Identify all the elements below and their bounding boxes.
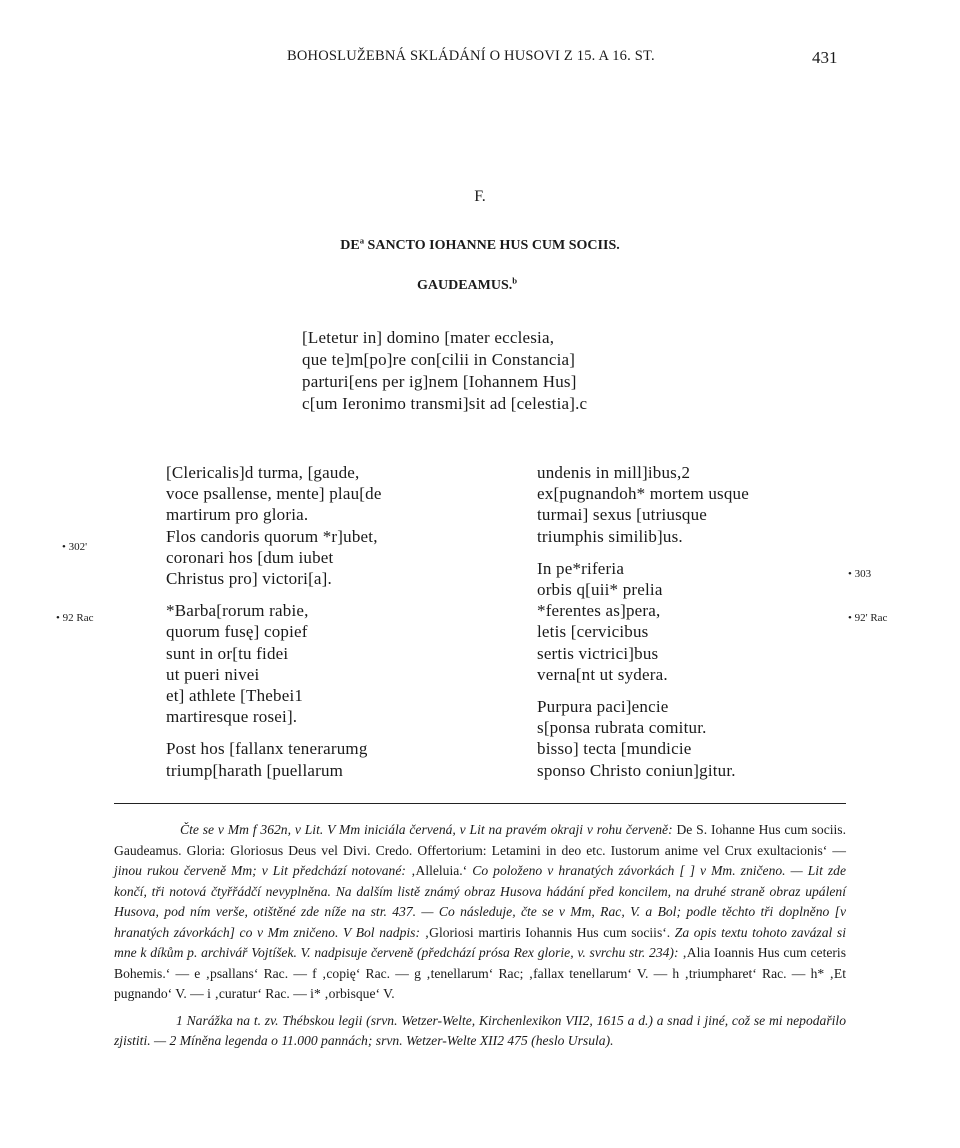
hymn-subtitle (417, 275, 518, 294)
hymn-title (0, 235, 960, 254)
verse-line: *Barba[rorum rabie, (166, 601, 309, 621)
verse-line: ex[pugnandoh* mortem usque (537, 484, 749, 504)
verse-line: bisso] tecta [mundicie (537, 739, 692, 759)
margin-note-right: • 92' Rac (848, 612, 888, 624)
footnote-text: Čte se v Mm f 362n, v Lit. (180, 822, 324, 837)
margin-note-left: • 92 Rac (56, 612, 94, 624)
verse-line: et] athlete [Thebei1 (166, 686, 304, 706)
footnotes (114, 820, 846, 1052)
stanza (537, 558, 867, 685)
footnote-block (114, 1011, 846, 1052)
verse-line: verna[nt ut sydera. (537, 664, 668, 684)
stanza (166, 600, 496, 727)
intro-verse (302, 327, 587, 415)
footnote-text: jinou rukou červeně Mm; v Lit předchází notované: (114, 863, 406, 878)
stanza (166, 738, 496, 780)
verse-line: triumphis similib]us. (537, 526, 683, 546)
right-verse-column (537, 462, 867, 792)
verse-line: voce psallense, mente] plau[de (166, 484, 382, 504)
verse-line: sunt in or[tu fidei (166, 643, 289, 663)
footnote-text: De S. Iohanne Hus cum sociis. Gaudeamus. Gloria: Gloriosus Deus vel Divi. Credo. Offertorium: Letamini in deo etc. Iustorum anime vel Crux exultacionis‘ — (114, 822, 846, 858)
verse-line: [Letetur in] domino [mater ecclesia, (302, 328, 555, 347)
stanza (166, 462, 496, 589)
footnote-divider (114, 803, 846, 804)
footnote-block (114, 820, 846, 1005)
verse-line: letis [cervicibus (537, 622, 649, 642)
verse-line: sertis victrici]bus (537, 643, 659, 663)
running-header: BOHOSLUŽEBNÁ SKLÁDÁNÍ O HUSOVI Z 15. A 16. ST. (287, 48, 655, 64)
subtitle-footnote-mark: b (512, 275, 518, 286)
footnote-text: 1 Narážka na t. zv. Thébskou legii (srvn. Wetzer-Welte, Kirchenlexikon VII2, 1615 a d.) a snad i jiné, což se mi nepodařilo zjistiti. — 2 Míněna legenda o 11.000 pannách; srvn. Wetzer-Welte XII2 475 (heslo Ursula). (114, 1012, 846, 1048)
verse-line: c[um Ieronimo transmi]sit ad [celestia].c (302, 394, 588, 413)
verse-line: In pe*riferia (537, 558, 625, 578)
footnote-text: ‚Alleluia.‘ (410, 863, 468, 878)
footnote-text: V Mm iniciála červená, v Lit na pravém okraji v rohu červeně: (323, 822, 673, 837)
verse-line: orbis q[uii* prelia (537, 580, 663, 600)
verse-line: ut pueri nivei (166, 664, 260, 684)
title-prefix: DE (340, 238, 360, 253)
left-verse-column (166, 462, 496, 792)
verse-line: coronari hos [dum iubet (166, 547, 334, 567)
footnote-text: Za opis textu tohoto zavázal si mne k díkům p. archivář Vojtíšek. V. nadpisuje červeně (předchází prósa Rex glorie, v. svrchu str. 234): (114, 924, 846, 960)
page-number: 431 (812, 48, 838, 67)
footnote-text: e ‚psallans‘ Rac. — f ‚copię‘ Rac. — g ‚tenellarum‘ Rac; ‚fallax tenellarum‘ V. — h ‚triumpharet‘ Rac. — h* ‚Et pugnando‘ V. — i ‚curatur‘ Rac. — i* ‚orbisque‘ V. (114, 965, 846, 1001)
verse-line: Post hos [fallanx tenerarumg (166, 739, 368, 759)
verse-line: que te]m[po]re con[cilii in Constancia] (302, 350, 576, 369)
title-footnote-mark: a (359, 235, 365, 246)
section-letter: F. (474, 188, 486, 205)
stanza (537, 696, 867, 781)
verse-line: [Clericalis]d turma, [gaude, (166, 463, 360, 482)
verse-line: *ferentes as]pera, (537, 601, 661, 621)
verse-line: parturi[ens per ig]nem [Iohannem Hus] (302, 372, 577, 391)
footnote-text: Lit zde končí, tři notová čtyřřádčí nevyplněna. Na dalším listě známý obraz Husova hádání před koncilem, na druhé straně obraz upálení Husova, pod ním verše, otištěné zde níže na str. 437. — (114, 863, 847, 919)
title-text: SANCTO IOHANNE HUS CUM SOCIIS. (364, 238, 620, 253)
verse-line: Purpura paci]encie (537, 697, 669, 717)
verse-line: quorum fusę] copief (166, 622, 308, 642)
verse-line: Flos candoris quorum *r]ubet, (166, 526, 378, 546)
margin-note-right: • 303 (848, 568, 872, 580)
verse-line: martiresque rosei]. (166, 707, 298, 727)
subtitle-text: GAUDEAMUS. (417, 278, 513, 293)
verse-line: s[ponsa rubrata comitur. (537, 718, 707, 738)
verse-line: turmai] sexus [utriusque (537, 505, 708, 525)
margin-note-left: • 302' (62, 541, 88, 553)
verse-line: sponso Christo coniun]gitur. (537, 760, 736, 780)
footnote-text: Co následuje, čte se v Mm, Rac, V. a Bol; podle těchto tři doplněno [v hranatých závorkách] co v Mm zničeno. V Bol nadpis: (114, 904, 846, 940)
verse-line: triump[harath [puellarum (166, 760, 344, 780)
verse-line: undenis in mill]ibus,2 (537, 463, 691, 482)
footnote-text: ‚Alia Ioannis Hus cum ceteris Bohemis.‘ — (114, 945, 846, 981)
verse-line: Christus pro] victori[a]. (166, 569, 332, 589)
footnote-text: ‚Gloriosi martiris Iohannis Hus cum sociis‘. (419, 924, 671, 940)
stanza (537, 462, 867, 547)
footnote-text: Co položeno v hranatých závorkách [ ] v Mm. zničeno. — (467, 863, 808, 878)
verse-line: martirum pro gloria. (166, 505, 309, 525)
